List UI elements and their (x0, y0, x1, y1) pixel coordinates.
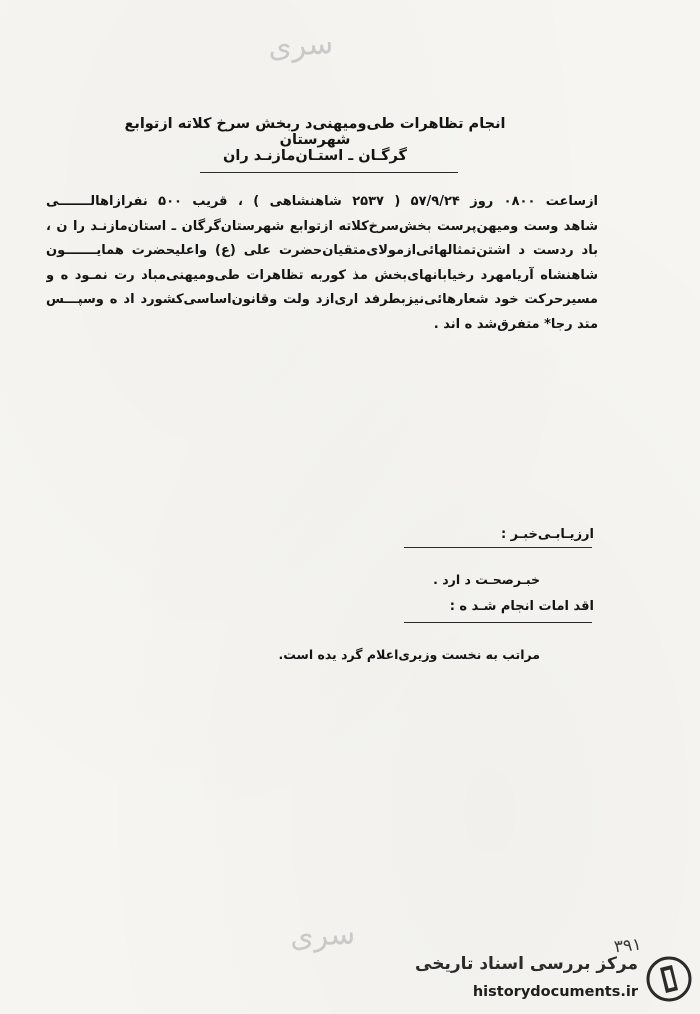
actions-label: اقد امات انجام شـد ه : (449, 599, 594, 614)
evaluation-value: خبـرصحـت د ارد . (433, 572, 540, 587)
archive-logo-icon (646, 956, 692, 1002)
document-title-line-1: انجام تظاهرات طی‌ومیهنی‌د ربخش سرخ کلاته ازتوابع شهرستان (124, 116, 506, 148)
body-line: شاهد وست ومیهن‌پرست بخش‌سرخ‌کلاته ازتوابع شهرستان‌گرگان ـ استان‌مازنـد را ن ، (46, 218, 598, 234)
archive-watermark (400, 942, 700, 1014)
body-line: باد ردست د اشتن‌تمثالهائی‌ازمولای‌متقیان‌حضرت علی (ع) واعلیحضرت همایـــــــون (46, 243, 598, 258)
watermark-url: historydocuments.ir (472, 984, 638, 1000)
evaluation-underline (404, 547, 592, 548)
page-number: ۳۹۱ (613, 934, 643, 958)
actions-underline (404, 622, 592, 623)
report-body (46, 190, 598, 337)
watermark-name: مرکز بررسی اسناد تاریخی (415, 954, 638, 974)
body-line: شاهنشاه آریامهرد رخیابانهای‌بخش مذ کوربه تظاهرات طی‌ومیهنی‌مباد رت نمـود ه و (46, 267, 598, 283)
body-line: مسیرحرکت خود شعارهائی‌نیزبطرفد اری‌ازد ولت وقانون‌اساسی‌کشورد اد ه وسپـــس (46, 292, 598, 307)
document-title-line-2: گرگـان ـ استـان‌مازنـد ران (223, 148, 407, 164)
classification-stamp-bottom: سری (289, 916, 357, 955)
evaluation-label: ارزیـابـی‌خبـر : (500, 527, 594, 542)
actions-value: مراتب به نخست وزیری‌اعلام گرد یده است. (278, 647, 540, 662)
title-underline (200, 172, 458, 173)
body-line: ازساعت ۰۸۰۰ روز ۵۷/۹/۲۴ ( ۲۵۳۷ شاهنشاهی ) ، قریب ۵۰۰ نفرازاهالـــــــی (46, 194, 598, 209)
classification-stamp-top: سری (266, 25, 335, 66)
body-line: متد رجا* متفرق‌شد ه اند . (433, 316, 598, 332)
